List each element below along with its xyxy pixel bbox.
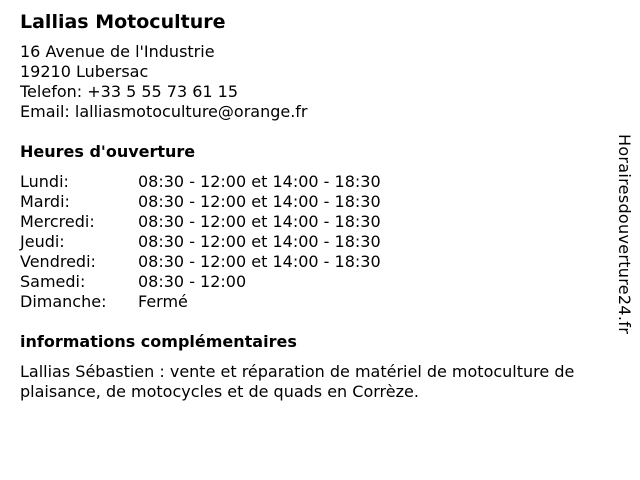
business-card — [20, 10, 620, 402]
site-watermark: Horairesdouverture24.fr — [615, 134, 634, 335]
hours-row-wednesday — [20, 212, 620, 232]
time-value: 08:30 - 12:00 — [138, 272, 247, 291]
day-label: Lundi: — [20, 172, 69, 191]
time-value: 08:30 - 12:00 et 14:00 - 18:30 — [138, 232, 381, 251]
additional-info-text: Lallias Sébastien : vente et réparation de matériel de motoculture de plaisance, de motocycles et de quads en Corrèze. — [20, 362, 575, 401]
day-label: Mercredi: — [20, 212, 95, 231]
email-address: Email: lalliasmotoculture@orange.fr — [20, 102, 308, 121]
time-value: 08:30 - 12:00 et 14:00 - 18:30 — [138, 172, 381, 191]
time-value: 08:30 - 12:00 et 14:00 - 18:30 — [138, 192, 381, 211]
street-address: 16 Avenue de l'Industrie — [20, 42, 215, 61]
day-label: Jeudi: — [20, 232, 65, 251]
time-value: 08:30 - 12:00 et 14:00 - 18:30 — [138, 252, 381, 271]
time-value: Fermé — [138, 292, 188, 311]
hours-row-tuesday — [20, 192, 620, 212]
phone-number: Telefon: +33 5 55 73 61 15 — [20, 82, 239, 101]
business-name: Lallias Motoculture — [20, 11, 226, 33]
time-value: 08:30 - 12:00 et 14:00 - 18:30 — [138, 212, 381, 231]
day-label: Dimanche: — [20, 292, 107, 311]
hours-row-sunday — [20, 292, 620, 312]
hours-row-thursday — [20, 232, 620, 252]
hours-row-saturday — [20, 272, 620, 292]
contact-block — [20, 42, 620, 122]
day-label: Mardi: — [20, 192, 70, 211]
day-label: Samedi: — [20, 272, 86, 291]
day-label: Vendredi: — [20, 252, 96, 271]
opening-hours-heading: Heures d'ouverture — [20, 142, 196, 161]
opening-hours-table — [20, 172, 620, 312]
hours-row-monday — [20, 172, 620, 192]
city-postcode: 19210 Lubersac — [20, 62, 149, 81]
additional-info-heading: informations complémentaires — [20, 332, 297, 351]
hours-row-friday — [20, 252, 620, 272]
